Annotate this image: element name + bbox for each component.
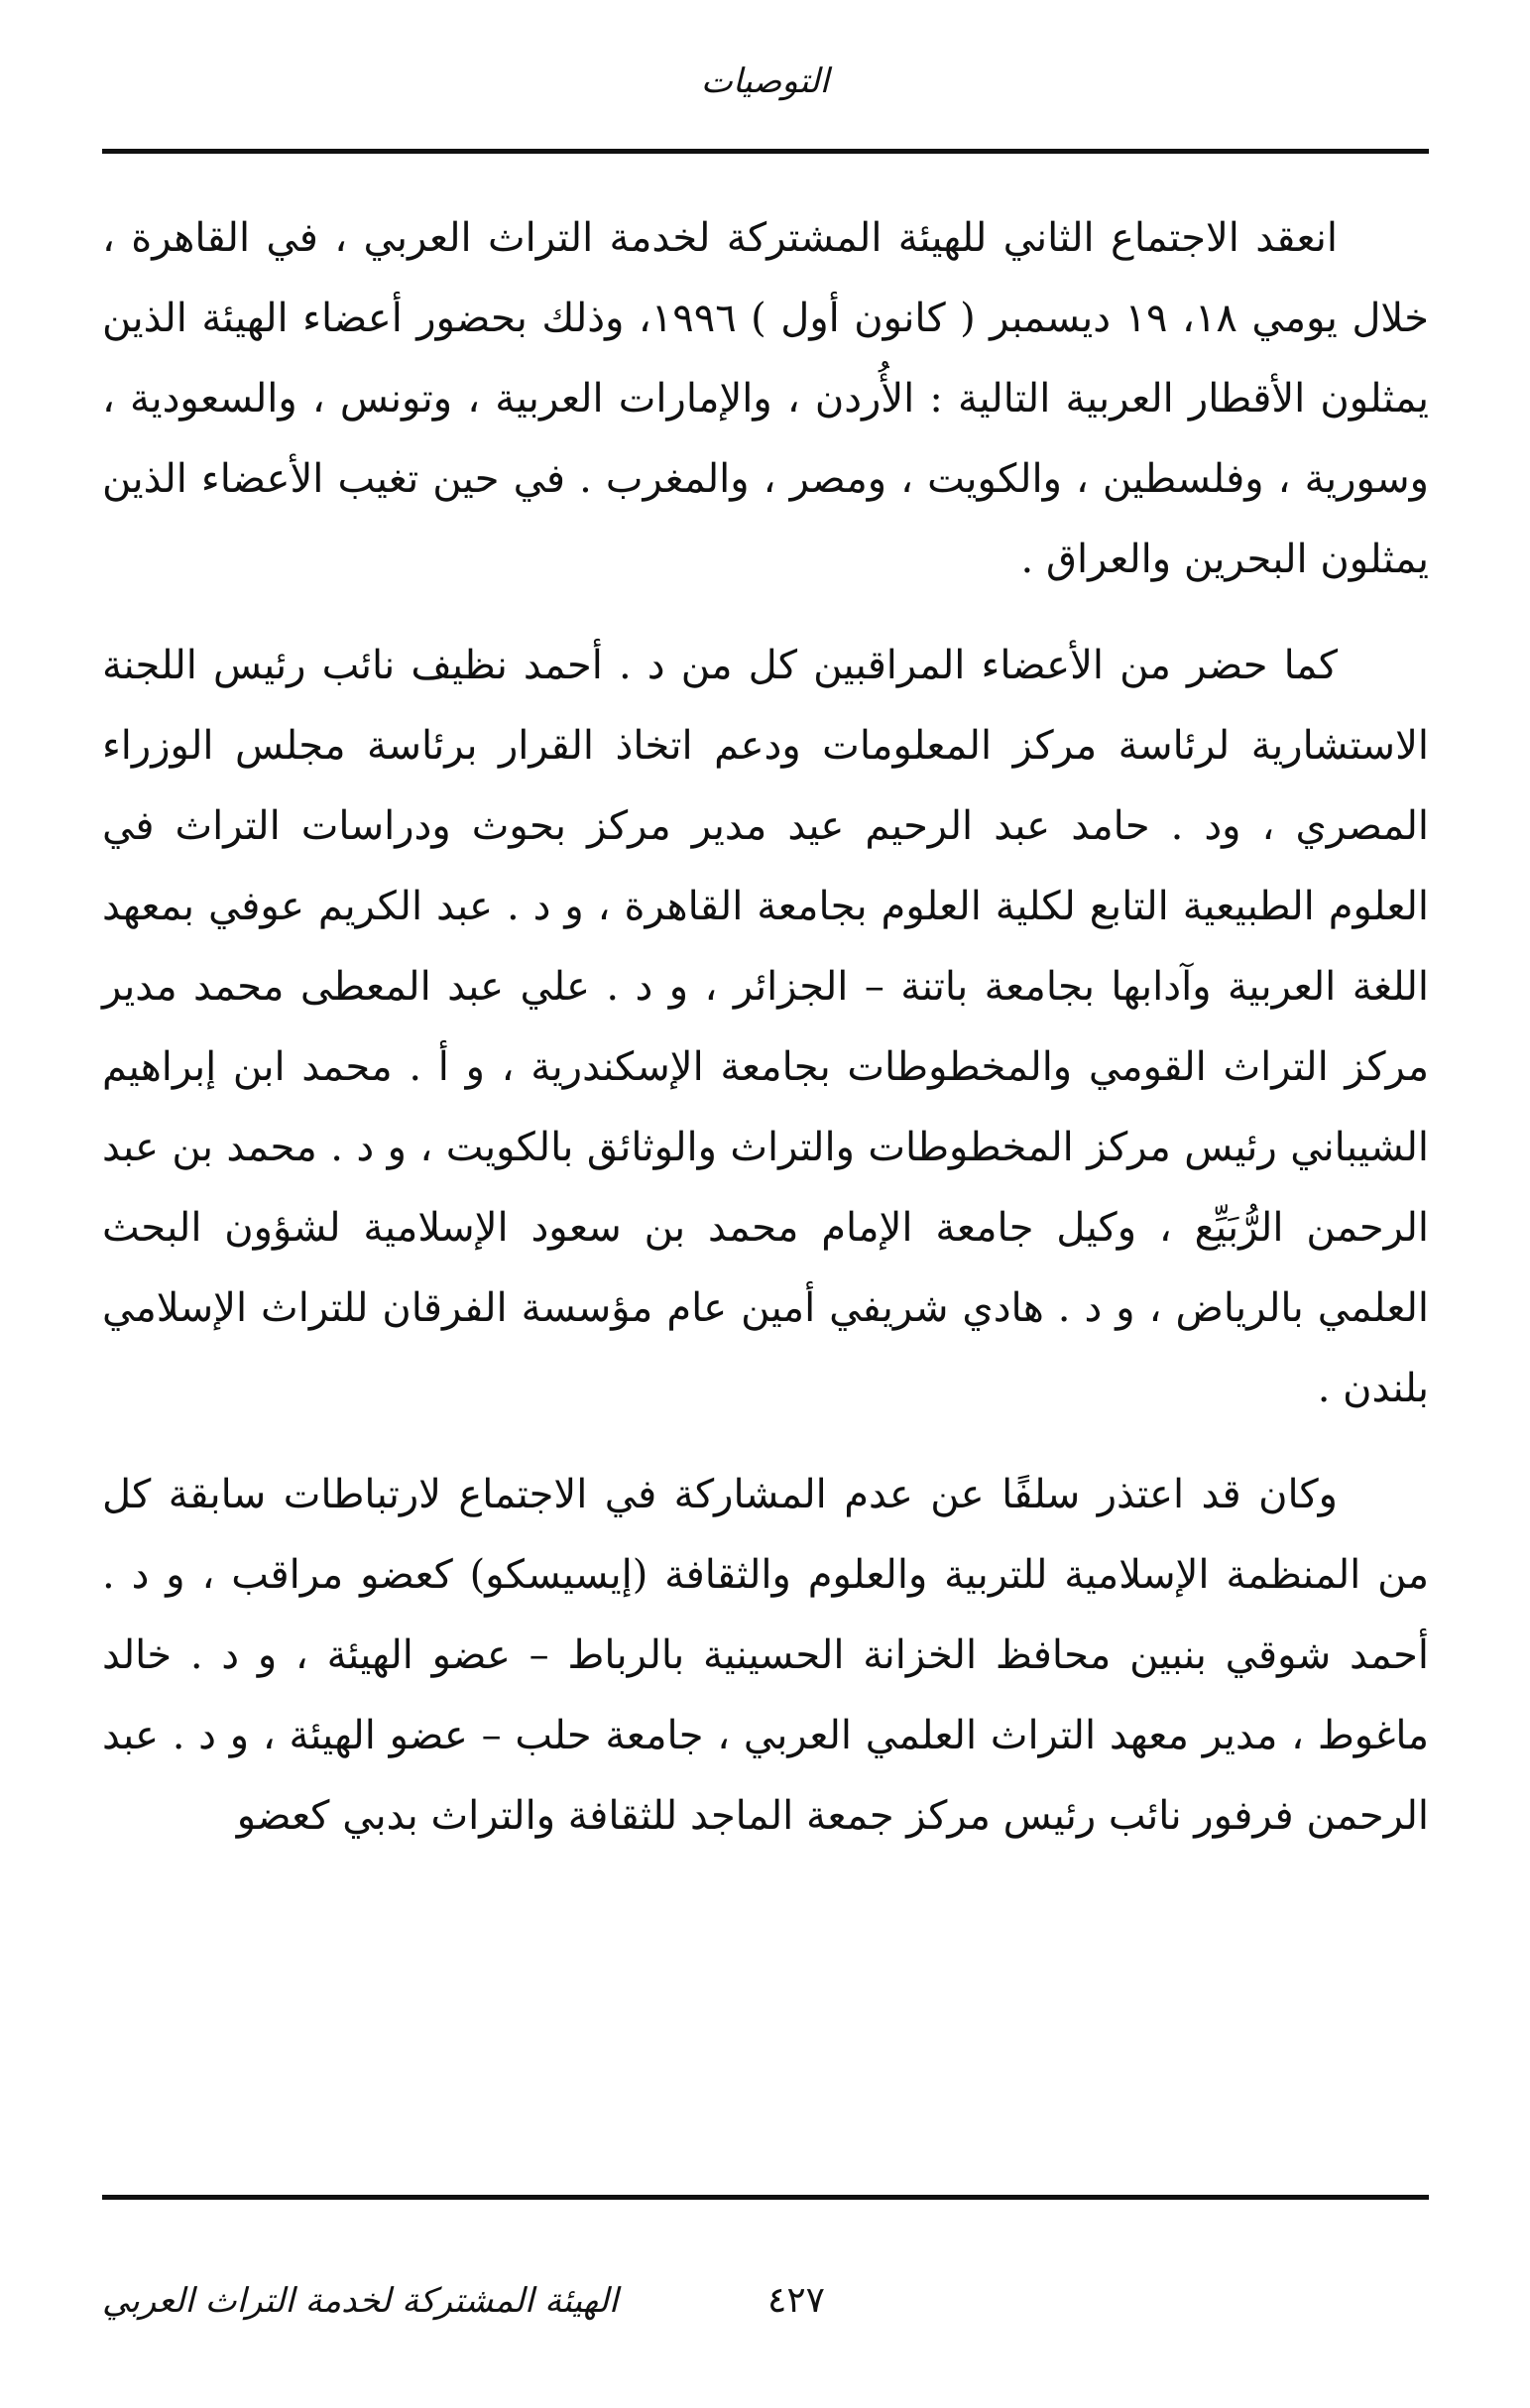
paragraph-apologies: وكان قد اعتذر سلفًا عن عدم المشاركة في الاجتماع لارتباطات سابقة كل من المنظمة الإسلامية للتربية والعلوم والثقافة (إيسيسكو) كعضو مراقب ، و د . أحمد شوقي بنبين محافظ الخزانة الحسينية بالرباط – عضو الهيئة ، و د . خالد ماغوط ، مدير معهد التراث العلمي العربي ، جامعة حلب – عضو الهيئة ، و د . عبد الرحمن فرفور نائب رئيس مركز جمعة الماجد للثقافة والتراث بدبي كعضو (102, 1472, 1429, 1839)
page-number: ٤٢٧ (766, 2280, 825, 2321)
footer-publication-title: الهيئة المشتركة لخدمة التراث العربي (102, 2281, 619, 2321)
header-rule (102, 149, 1429, 154)
footer-rule (102, 2195, 1429, 2200)
paragraph-meeting-attendance: انعقد الاجتماع الثاني للهيئة المشتركة لخدمة التراث العربي ، في القاهرة ، خلال يومي ١٨، ١٩ ديسمبر ( كانون أول ) ١٩٩٦، وذلك بحضور أعضاء الهيئة الذين يمثلون الأقطار العربية التالية : الأُردن ، والإمارات العربية ، وتونس ، والسعودية ، وسورية ، وفلسطين ، والكويت ، ومصر ، والمغرب . في حين تغيب الأعضاء الذين يمثلون البحرين والعراق . (102, 215, 1430, 582)
running-header-title: التوصيات (700, 61, 830, 101)
page-footer (102, 2271, 1429, 2331)
paragraph-observer-members: كما حضر من الأعضاء المراقبين كل من د . أحمد نظيف نائب رئيس اللجنة الاستشارية لرئاسة مركز المعلومات ودعم اتخاذ القرار برئاسة مجلس الوزراء المصري ، ود . حامد عبد الرحيم عيد مدير مركز بحوث ودراسات التراث في العلوم الطبيعية التابع لكلية العلوم بجامعة القاهرة ، و د . عبد الكريم عوفي بمعهد اللغة العربية وآدابها بجامعة باتنة – الجزائر ، و د . علي عبد المعطى محمد مدير مركز التراث القومي والمخطوطات بجامعة الإسكندرية ، و أ . محمد ابن إبراهيم الشيباني رئيس مركز المخطوطات والتراث والوثائق بالكويت ، و د . محمد بن عبد الرحمن الرُّبَيِّع ، وكيل جامعة الإمام محمد بن سعود الإسلامية لشؤون البحث العلمي بالرياض ، و د . هادي شريفي أمين عام مؤسسة الفرقان للتراث الإسلامي بلندن . (102, 643, 1429, 1411)
body-text (102, 198, 1429, 1857)
